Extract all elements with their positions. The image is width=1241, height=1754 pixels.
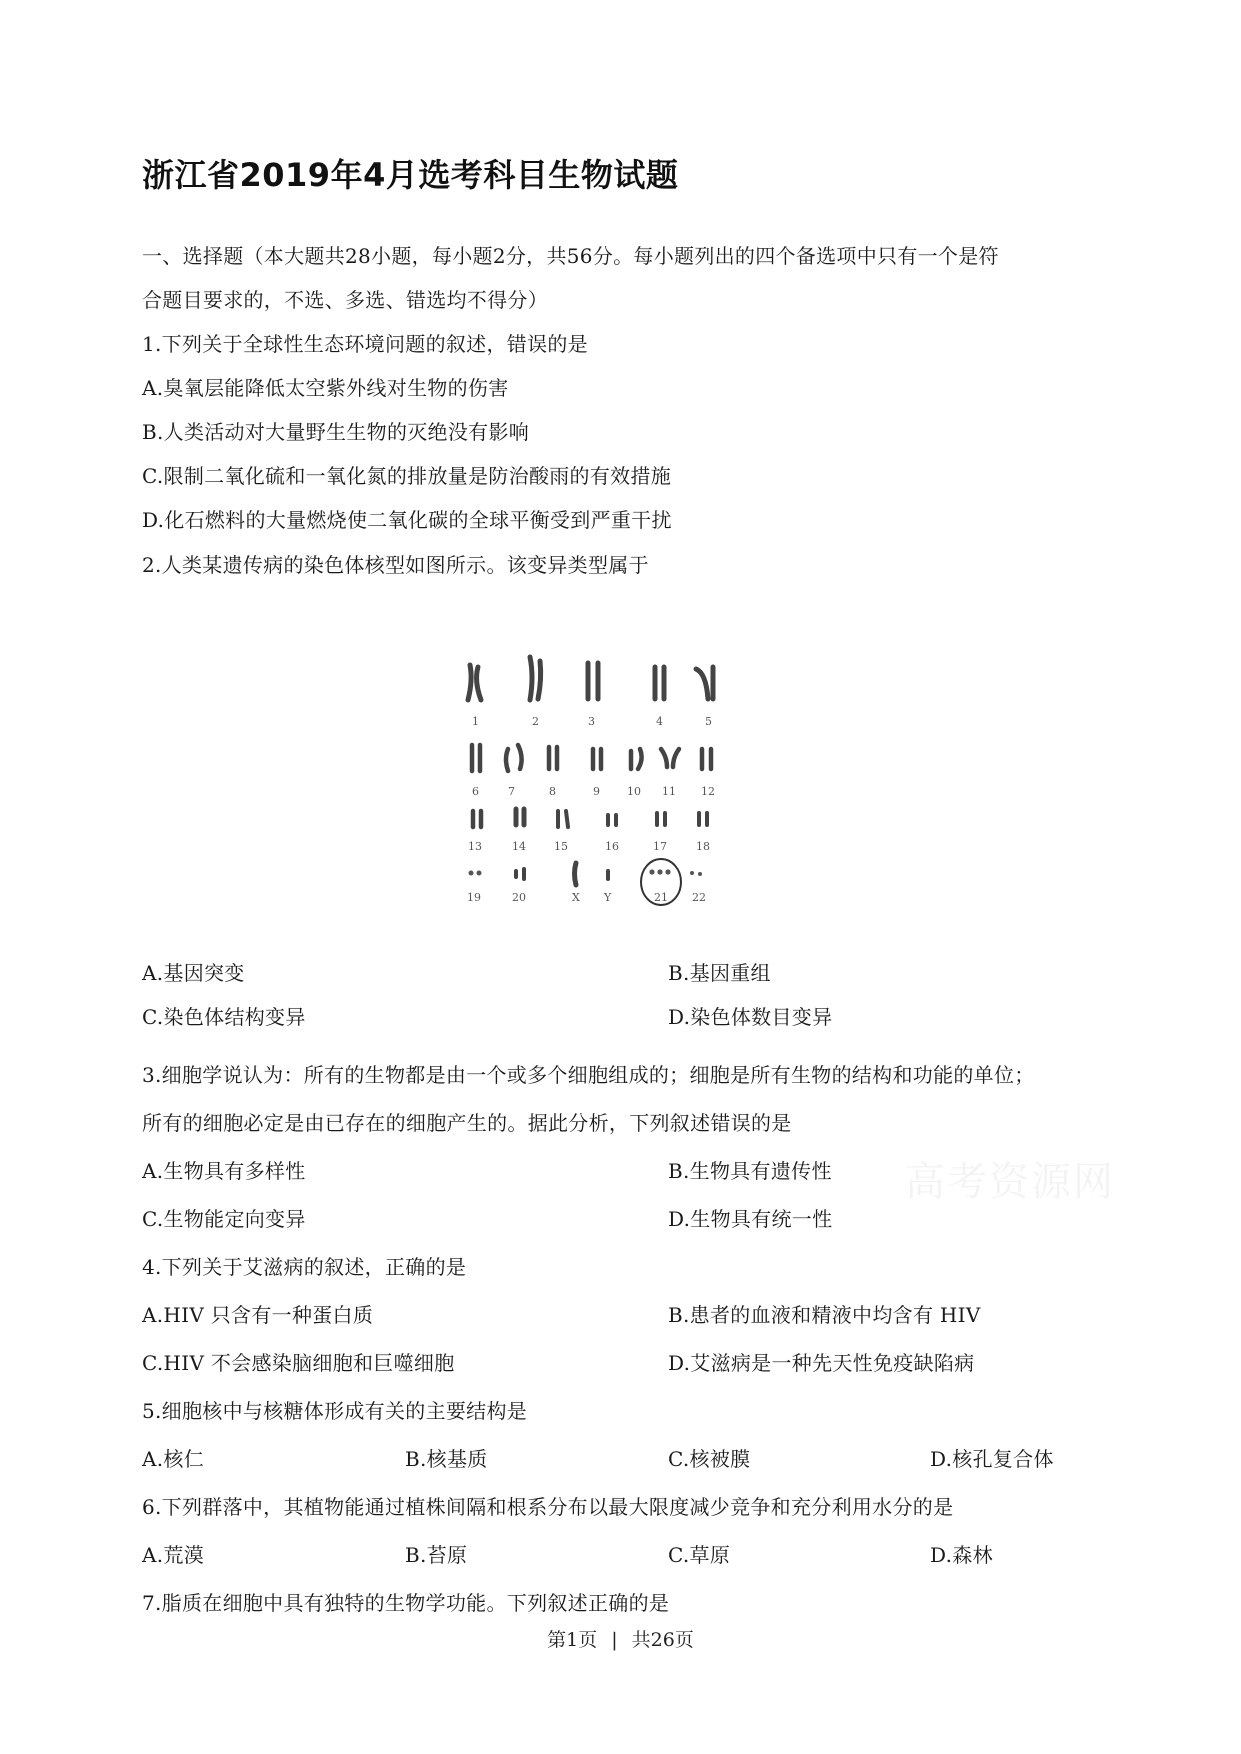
q1-option-b: B.人类活动对大量野生生物的灭绝没有影响 xyxy=(142,420,530,444)
chromosome-pair-18 xyxy=(699,813,707,825)
chromosome-pair-3 xyxy=(588,663,598,699)
section-instructions-line1: 一、选择题（本大题共28小题，每小题2分，共56分。每小题列出的四个备选项中只有一个是符 xyxy=(142,244,999,268)
karyotype-figure xyxy=(450,645,760,930)
chromosome-pair-4 xyxy=(655,667,664,699)
q3-stem-line1: 3.细胞学说认为：所有的生物都是由一个或多个细胞组成的；细胞是所有生物的结构和功能的单位； xyxy=(142,1063,1035,1087)
chromosome-label-22: 22 xyxy=(692,891,706,904)
chromosome-label-1: 1 xyxy=(472,715,479,728)
chromosome-label-3: 3 xyxy=(588,715,595,728)
chromosome-label-5: 5 xyxy=(705,715,712,728)
chromosome-label-15: 15 xyxy=(554,840,568,853)
page-title: 浙江省2019年4月选考科目生物试题 xyxy=(142,156,679,194)
q5-option-b: B.核基质 xyxy=(405,1447,488,1471)
chromosome-label-6: 6 xyxy=(472,785,479,798)
q1-option-c: C.限制二氧化硫和一氧化氮的排放量是防治酸雨的有效措施 xyxy=(142,464,672,488)
chromosome-pair-12 xyxy=(702,749,711,769)
q1-option-d: D.化石燃料的大量燃烧使二氧化碳的全球平衡受到严重干扰 xyxy=(142,508,672,532)
chromosome-label-4: 4 xyxy=(656,715,663,728)
chromosome-pair-17 xyxy=(657,813,665,825)
chromosome-label-x: X xyxy=(572,891,580,904)
q5-stem: 5.细胞核中与核糖体形成有关的主要结构是 xyxy=(142,1399,528,1423)
page-footer xyxy=(0,1625,1241,1652)
chromosome-pair-11 xyxy=(661,749,679,767)
chromosome-label-20: 20 xyxy=(512,891,526,904)
chromosome-label-2: 2 xyxy=(532,715,539,728)
q3-option-d: D.生物具有统一性 xyxy=(668,1207,833,1231)
q3-option-a: A.生物具有多样性 xyxy=(142,1159,306,1183)
chromosome-label-10: 10 xyxy=(627,785,641,798)
q6-option-d: D.森林 xyxy=(930,1543,993,1567)
chromosome-pair-6 xyxy=(472,745,480,771)
q5-option-c: C.核被膜 xyxy=(668,1447,751,1471)
chromosome-pair-8 xyxy=(549,747,557,769)
q2-option-d: D.染色体数目变异 xyxy=(668,1005,833,1029)
chromosome-pair-9 xyxy=(593,749,601,769)
q4-option-c: C.HIV 不会感染脑细胞和巨噬细胞 xyxy=(142,1351,455,1375)
q3-option-b: B.生物具有遗传性 xyxy=(668,1159,832,1183)
q2-stem: 2.人类某遗传病的染色体核型如图所示。该变异类型属于 xyxy=(142,553,649,577)
q2-option-c: C.染色体结构变异 xyxy=(142,1005,306,1029)
q3-option-c: C.生物能定向变异 xyxy=(142,1207,306,1231)
footer-page-number: 第1页 xyxy=(547,1629,598,1651)
q3-stem-line2: 所有的细胞必定是由已存在的细胞产生的。据此分析，下列叙述错误的是 xyxy=(142,1111,792,1135)
chromosome-pair-15 xyxy=(558,811,568,827)
chromosome-pair-14 xyxy=(516,809,524,825)
chromosome-label-11: 11 xyxy=(662,785,676,798)
q2-option-a: A.基因突变 xyxy=(142,961,245,985)
q1-stem: 1.下列关于全球性生态环境问题的叙述，错误的是 xyxy=(142,332,588,356)
q4-option-d: D.艾滋病是一种先天性免疫缺陷病 xyxy=(668,1351,975,1375)
chromosome-pair-7 xyxy=(506,745,522,771)
q6-option-b: B.苔原 xyxy=(405,1543,468,1567)
footer-separator: | xyxy=(611,1629,618,1651)
watermark: 高考资源网 xyxy=(905,1159,1115,1205)
chromosome-label-21: 21 xyxy=(654,891,668,904)
q1-option-a: A.臭氧层能降低太空紫外线对生物的伤害 xyxy=(142,376,509,400)
chromosome-label-17: 17 xyxy=(653,840,667,853)
chromosome-label-19: 19 xyxy=(467,891,481,904)
chromosome-pair-1 xyxy=(468,665,481,700)
chromosome-label-9: 9 xyxy=(593,785,600,798)
q4-option-a: A.HIV 只含有一种蛋白质 xyxy=(142,1303,374,1327)
q4-stem: 4.下列关于艾滋病的叙述，正确的是 xyxy=(142,1255,467,1279)
q5-option-a: A.核仁 xyxy=(142,1447,205,1471)
chromosome-pair-2 xyxy=(530,657,541,700)
q2-option-b: B.基因重组 xyxy=(668,961,771,985)
chromosome-label-16: 16 xyxy=(605,840,619,853)
q4-option-b: B.患者的血液和精液中均含有 HIV xyxy=(668,1303,981,1327)
chromosome-label-8: 8 xyxy=(549,785,556,798)
chromosome-label-18: 18 xyxy=(696,840,710,853)
chromosome-label-12: 12 xyxy=(701,785,715,798)
chromosome-label-7: 7 xyxy=(508,785,515,798)
chromosome-pair-20 xyxy=(516,869,524,879)
chromosome-label-y: Y xyxy=(604,891,612,904)
chromosome-pair-5 xyxy=(696,667,713,699)
chromosome-x xyxy=(575,863,577,885)
chromosome-label-13: 13 xyxy=(468,840,482,853)
footer-total-pages: 共26页 xyxy=(631,1629,694,1651)
q6-option-c: C.草原 xyxy=(668,1543,731,1567)
chromosome-label-14: 14 xyxy=(512,840,526,853)
q6-option-a: A.荒漠 xyxy=(142,1543,205,1567)
q7-stem: 7.脂质在细胞中具有独特的生物学功能。下列叙述正确的是 xyxy=(142,1591,670,1615)
chromosome-pair-22 xyxy=(690,871,702,876)
section-instructions-line2: 合题目要求的，不选、多选、错选均不得分） xyxy=(142,288,548,312)
chromosome-pair-10 xyxy=(631,749,642,769)
chromosome-pair-19 xyxy=(469,871,482,876)
chromosome-pair-13 xyxy=(473,811,481,827)
q6-stem: 6.下列群落中，其植物能通过植株间隔和根系分布以最大限度减少竞争和充分利用水分的是 xyxy=(142,1495,954,1519)
chromosome-pair-16 xyxy=(608,815,616,825)
q5-option-d: D.核孔复合体 xyxy=(930,1447,1054,1471)
